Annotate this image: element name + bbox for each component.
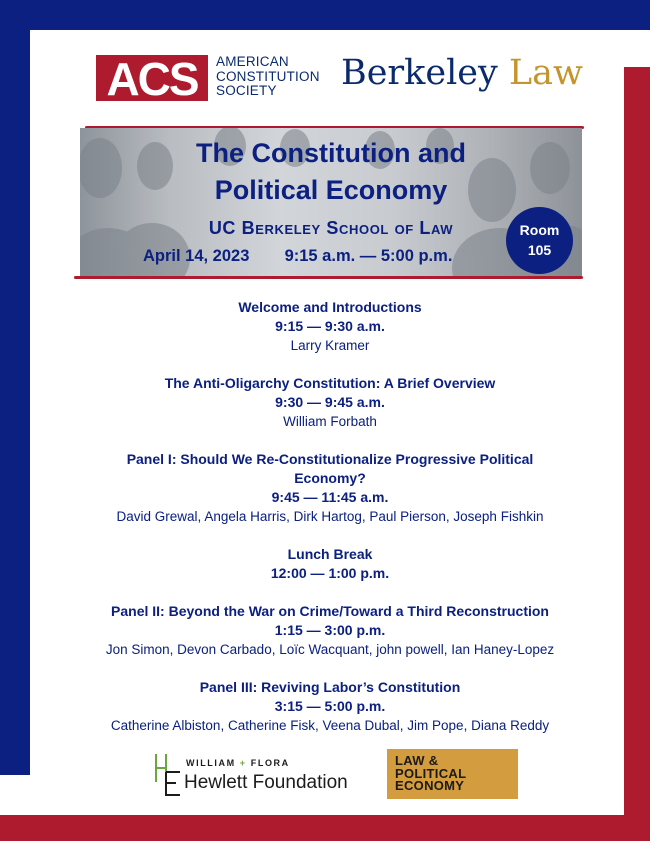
session-speakers: Larry Kramer <box>290 338 370 353</box>
session-title: Panel III: Reviving Labor’s Constitution <box>199 679 461 695</box>
session-title: Lunch Break <box>287 546 373 562</box>
acs-line-3: SOCIETY <box>216 83 277 98</box>
frame-bottom-bar <box>0 815 650 841</box>
svg-text:ACS: ACS <box>106 55 198 101</box>
hewlett-mark-icon <box>152 752 182 798</box>
session-title: Panel I: Should We Re-Constitutionalize Progressive Political Economy? <box>126 451 534 486</box>
hewlett-flora: FLORA <box>250 758 290 768</box>
session-time: 9:30 — 9:45 a.m. <box>275 394 385 410</box>
berkeley-word: Berkeley <box>341 53 498 93</box>
frame-right-bar <box>624 67 650 841</box>
acs-logo-icon <box>96 55 208 101</box>
law-political-economy-logo <box>387 749 518 799</box>
session-speakers: David Grewal, Angela Harris, Dirk Hartog, Paul Pierson, Joseph Fishkin <box>116 509 544 524</box>
agenda-session <box>60 602 600 659</box>
frame-left-bar <box>0 0 30 775</box>
hewlett-foundation-logo <box>150 750 382 800</box>
event-venue: UC Berkeley School of Law <box>208 218 454 238</box>
hewlett-top-text <box>186 758 290 768</box>
law-word: Law <box>508 53 583 93</box>
lpe-line-1: LAW & <box>395 753 439 768</box>
session-speakers: William Forbath <box>283 414 377 429</box>
room-badge <box>506 207 573 274</box>
acs-line-2: CONSTITUTION <box>216 68 320 84</box>
agenda-session <box>60 450 600 526</box>
acs-logo-text <box>216 55 320 99</box>
session-speakers: Catherine Albiston, Catherine Fisk, Veena Dubal, Jim Pope, Diana Reddy <box>110 718 550 733</box>
event-title-line-2: Political Economy <box>214 175 448 205</box>
frame-top-bar <box>0 0 650 30</box>
session-speakers: Jon Simon, Devon Carbado, Loïc Wacquant, john powell, Ian Haney-Lopez <box>105 642 555 657</box>
session-title: The Anti-Oligarchy Constitution: A Brief Overview <box>164 375 496 391</box>
agenda-session <box>60 678 600 735</box>
room-number: 105 <box>527 242 552 258</box>
room-label: Room <box>519 222 560 238</box>
event-hours: 9:15 a.m. — 5:00 p.m. <box>284 247 453 265</box>
session-time: 1:15 — 3:00 p.m. <box>274 622 386 638</box>
agenda-session <box>60 298 600 355</box>
session-title: Panel II: Beyond the War on Crime/Toward a Third Reconstruction <box>111 603 549 619</box>
session-time: 12:00 — 1:00 p.m. <box>270 565 390 581</box>
event-date: April 14, 2023 <box>142 247 250 265</box>
lpe-line-2: POLITICAL <box>395 765 467 781</box>
agenda <box>60 298 600 754</box>
lpe-line-3: ECONOMY <box>395 778 465 793</box>
agenda-session <box>60 374 600 431</box>
hero-bottom-rule <box>74 276 583 279</box>
session-time: 9:45 — 11:45 a.m. <box>271 489 389 505</box>
session-time: 9:15 — 9:30 a.m. <box>275 318 385 334</box>
session-title: Welcome and Introductions <box>238 299 422 315</box>
hewlett-name: Hewlett Foundation <box>184 772 348 793</box>
hewlett-plus: + <box>239 758 247 768</box>
hewlett-william: WILLIAM <box>186 758 236 768</box>
session-time: 3:15 — 5:00 p.m. <box>274 698 386 714</box>
berkeley-law-logo <box>341 53 583 93</box>
event-title-line-1: The Constitution and <box>196 138 466 168</box>
acs-line-1: AMERICAN <box>216 54 289 69</box>
agenda-session <box>60 545 600 583</box>
